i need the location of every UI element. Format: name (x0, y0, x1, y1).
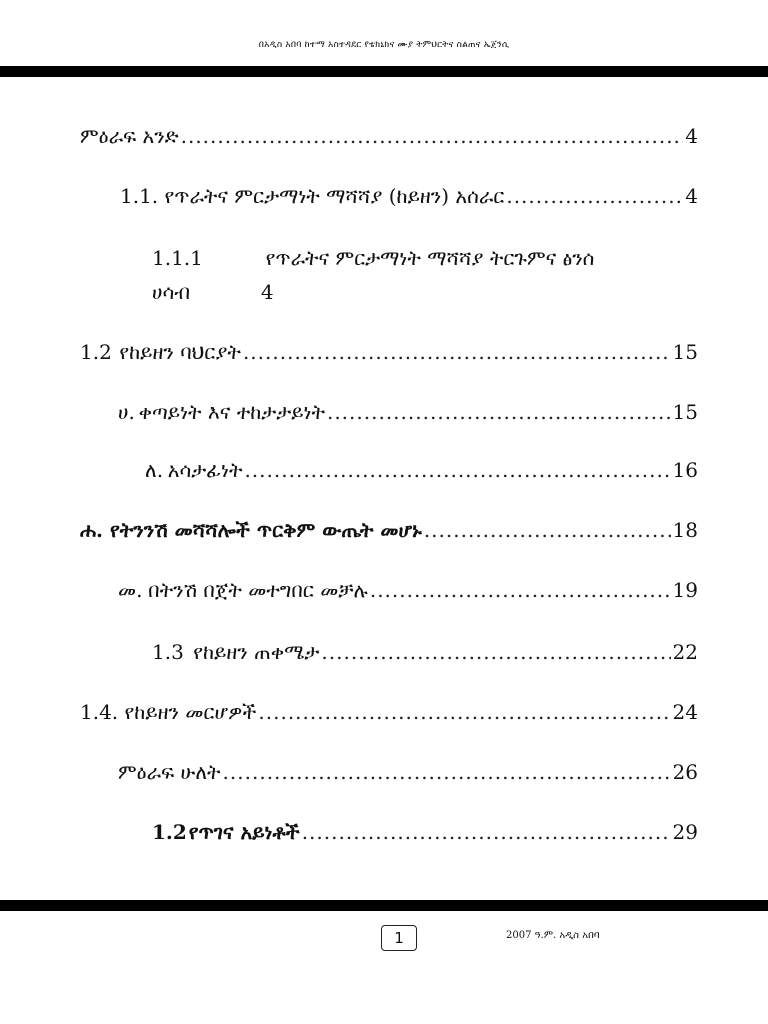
toc-entry-label: የከይዘን ጠቀሜታ (193, 640, 320, 664)
toc-entry-page: 15 (672, 400, 698, 424)
toc-entry-label: ቀጣይነት እና ተከታታይነት (138, 400, 325, 424)
toc-entry-label: በትንሽ በጀት መተግበር መቻሉ (148, 578, 368, 602)
toc-leader (321, 640, 670, 664)
toc-leader (223, 760, 671, 784)
toc-entry[interactable] (80, 340, 698, 364)
toc-entry-number: 1.2 (80, 340, 112, 364)
toc-entry-label: የጥገና አይነቶች (188, 820, 300, 844)
toc-entry-page: 29 (672, 820, 698, 844)
toc-leader (424, 518, 671, 542)
toc-leader (243, 340, 671, 364)
toc-entry[interactable] (152, 820, 698, 844)
header-rule (0, 66, 768, 77)
toc-entry[interactable] (120, 184, 698, 208)
toc-entry-number: 1.1.1 (152, 246, 203, 270)
toc-entry-label: ሐ. የትንንሽ መሻሻሎች ጥርቅም ውጤት መሆኑ (80, 518, 422, 542)
toc-entry-number: 1.3 (152, 640, 184, 664)
toc-entry-number: ሀ. (118, 400, 135, 424)
toc-entry-page: 26 (672, 760, 698, 784)
toc-entry-page: 18 (672, 518, 698, 542)
toc-leader (506, 184, 683, 208)
toc-entry-label: ምዕራፍ ሁለት (118, 760, 221, 784)
toc-leader (302, 820, 671, 844)
toc-entry-page: 19 (672, 578, 698, 602)
toc-entry-label: 1.1. የጥራትና ምርታማነት ማሻሻያ (ከይዘን) አሰራር (120, 184, 505, 208)
toc-entry-page: 4 (260, 280, 274, 304)
toc-entry-label: የጥራትና ምርታማነት ማሻሻያ ትርጉምና ፅንሰ (265, 246, 595, 270)
toc-entry-page: 4 (685, 124, 698, 148)
toc-entry[interactable] (118, 578, 698, 602)
toc-entry[interactable] (118, 400, 698, 424)
toc-entry[interactable] (80, 518, 698, 542)
page-number-box: 1 (381, 925, 417, 951)
toc-entry-number: ለ. (145, 458, 164, 482)
toc-entry-number: 1.2 (152, 820, 187, 844)
toc-entry-label: ምዕራፍ አንድ (80, 124, 179, 148)
toc-entry-label: ሀሳብ (152, 280, 191, 304)
toc-entry[interactable] (145, 458, 698, 482)
toc-entry-label: የከይዘን ባህርያት (119, 340, 241, 364)
toc-entry[interactable] (80, 700, 698, 724)
toc-leader (327, 400, 671, 424)
toc-entry-page: 15 (672, 340, 698, 364)
toc-entry[interactable] (118, 760, 698, 784)
toc-entry-page: 22 (672, 640, 698, 664)
toc-entry-wrapped-continuation[interactable] (152, 280, 274, 304)
toc-entry[interactable] (80, 124, 698, 148)
toc-leader (244, 458, 670, 482)
footer-rule (0, 900, 768, 911)
toc-entry-label: አሳታፊነት (167, 458, 243, 482)
toc-entry[interactable] (152, 640, 698, 664)
page-header: በአዲስ አበባ ከተማ አስተዳደር የቴክኒክና ሙያ ትምህርትና ስልጠና ኤጀንሲ (258, 40, 510, 50)
toc-entry-page: 4 (685, 184, 698, 208)
toc-entry-page: 16 (672, 458, 698, 482)
toc-leader (370, 578, 671, 602)
toc-entry-number: መ. (118, 578, 143, 602)
toc-entry-page: 24 (672, 700, 698, 724)
footer-text: 2007 ዓ.ም. አዲስ አበባ (506, 930, 600, 941)
toc-leader (181, 124, 684, 148)
toc-leader (258, 700, 670, 724)
toc-entry-wrapped[interactable] (152, 246, 594, 270)
toc-entry-label: 1.4. የከይዘን መርሆዎች (80, 700, 257, 724)
